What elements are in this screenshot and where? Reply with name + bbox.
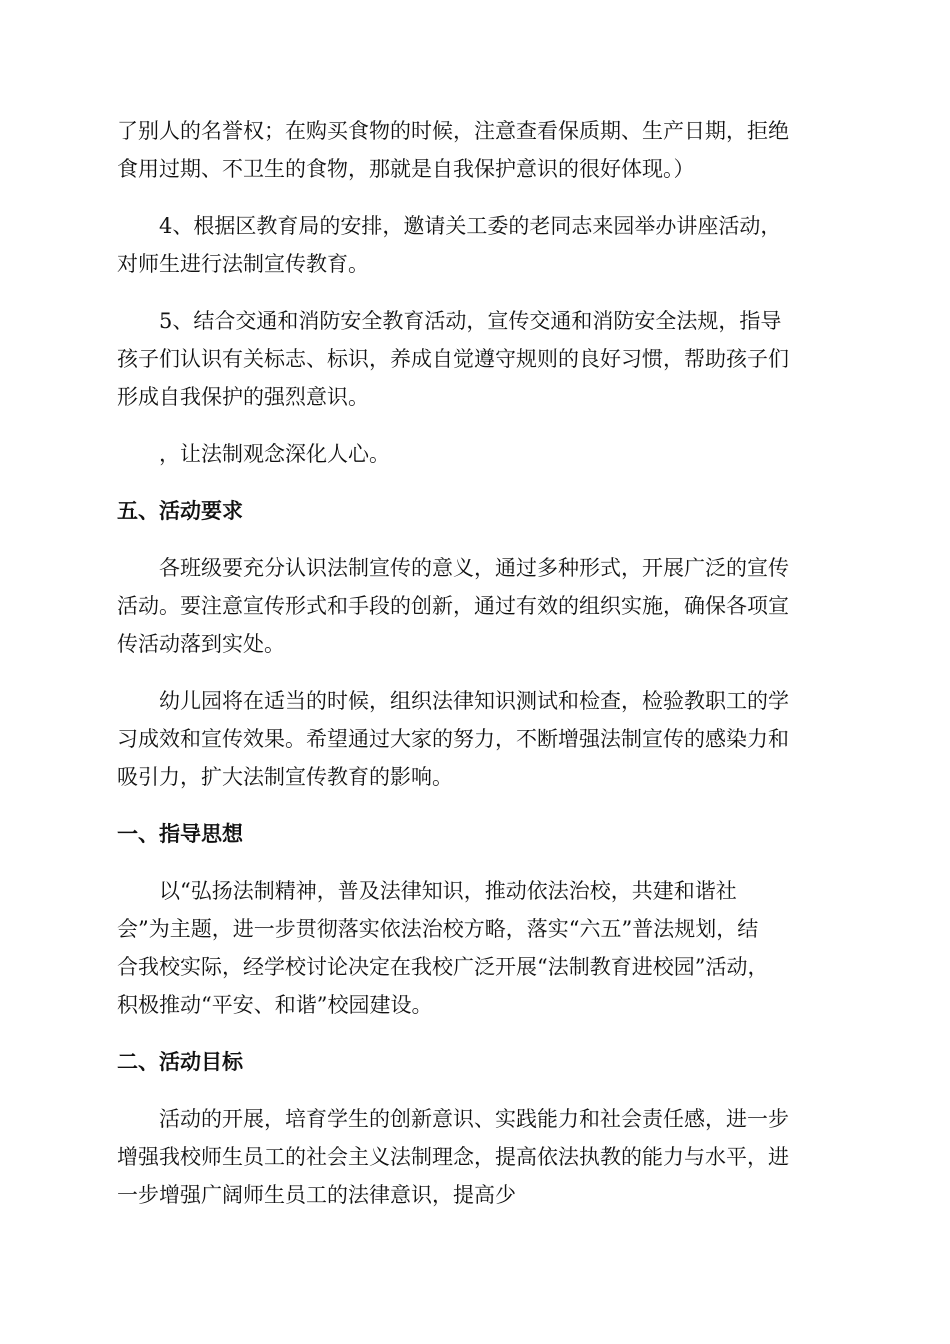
paragraph-line: 以“弘扬法制精神，普及法律知识，推动依法治校，共建和谐社 (159, 879, 737, 903)
paragraph-line: 4、根据区教育局的安排，邀请关工委的老同志来园举办讲座活动， (159, 214, 782, 238)
document-body (117, 112, 835, 1233)
paragraph (117, 435, 835, 473)
paragraph-line: ，让法制观念深化人心。 (159, 442, 390, 466)
paragraph-line: 幼儿园将在适当的时候，组织法律知识测试和检查，检验教职工的学 (159, 689, 789, 713)
paragraph-line: 形成自我保护的强烈意识。 (117, 385, 369, 409)
paragraph-line: 孩子们认识有关标志、标识，养成自觉遵守规则的良好习惯，帮助孩子们 (117, 347, 789, 371)
section-heading: 二、活动目标 (117, 1050, 243, 1074)
paragraph-line: 积极推动“平安、和谐”校园建设。 (117, 993, 433, 1017)
paragraph-line: 习成效和宣传效果。希望通过大家的努力，不断增强法制宣传的感染力和 (117, 727, 789, 751)
paragraph-line: 增强我校师生员工的社会主义法制理念，提高依法执教的能力与水平，进 (117, 1145, 789, 1169)
paragraph (117, 207, 835, 283)
paragraph-line: 食用过期、不卫生的食物，那就是自我保护意识的很好体现。） (117, 157, 695, 181)
paragraph-line: 一步增强广阔师生员工的法律意识，提高少 (117, 1183, 516, 1207)
paragraph (117, 549, 835, 663)
paragraph (117, 1100, 835, 1214)
paragraph-line: 传活动落到实处。 (117, 632, 285, 656)
section-heading: 五、活动要求 (117, 499, 243, 523)
paragraph-line: 各班级要充分认识法制宣传的意义，通过多种形式，开展广泛的宣传 (159, 556, 789, 580)
paragraph-line: 活动的开展，培育学生的创新意识、实践能力和社会责任感，进一步 (159, 1107, 789, 1131)
paragraph-line: 了别人的名誉权；在购买食物的时候，注意查看保质期、生产日期，拒绝 (117, 119, 789, 143)
paragraph-line: 对师生进行法制宣传教育。 (117, 252, 369, 276)
paragraph-line: 会”为主题，进一步贯彻落实依法治校方略，落实“六五”普法规划，结 (117, 917, 759, 941)
section-heading: 一、指导思想 (117, 822, 243, 846)
paragraph (117, 682, 835, 796)
paragraph-line: 合我校实际，经学校讨论决定在我校广泛开展“法制教育进校园”活动， (117, 955, 769, 979)
paragraph (117, 302, 835, 416)
paragraph (117, 872, 835, 1024)
paragraph-line: 吸引力，扩大法制宣传教育的影响。 (117, 765, 453, 789)
paragraph (117, 112, 835, 188)
paragraph-line: 活动。要注意宣传形式和手段的创新，通过有效的组织实施，确保各项宣 (117, 594, 789, 618)
paragraph-line: 5、结合交通和消防安全教育活动，宣传交通和消防安全法规，指导 (159, 309, 782, 333)
